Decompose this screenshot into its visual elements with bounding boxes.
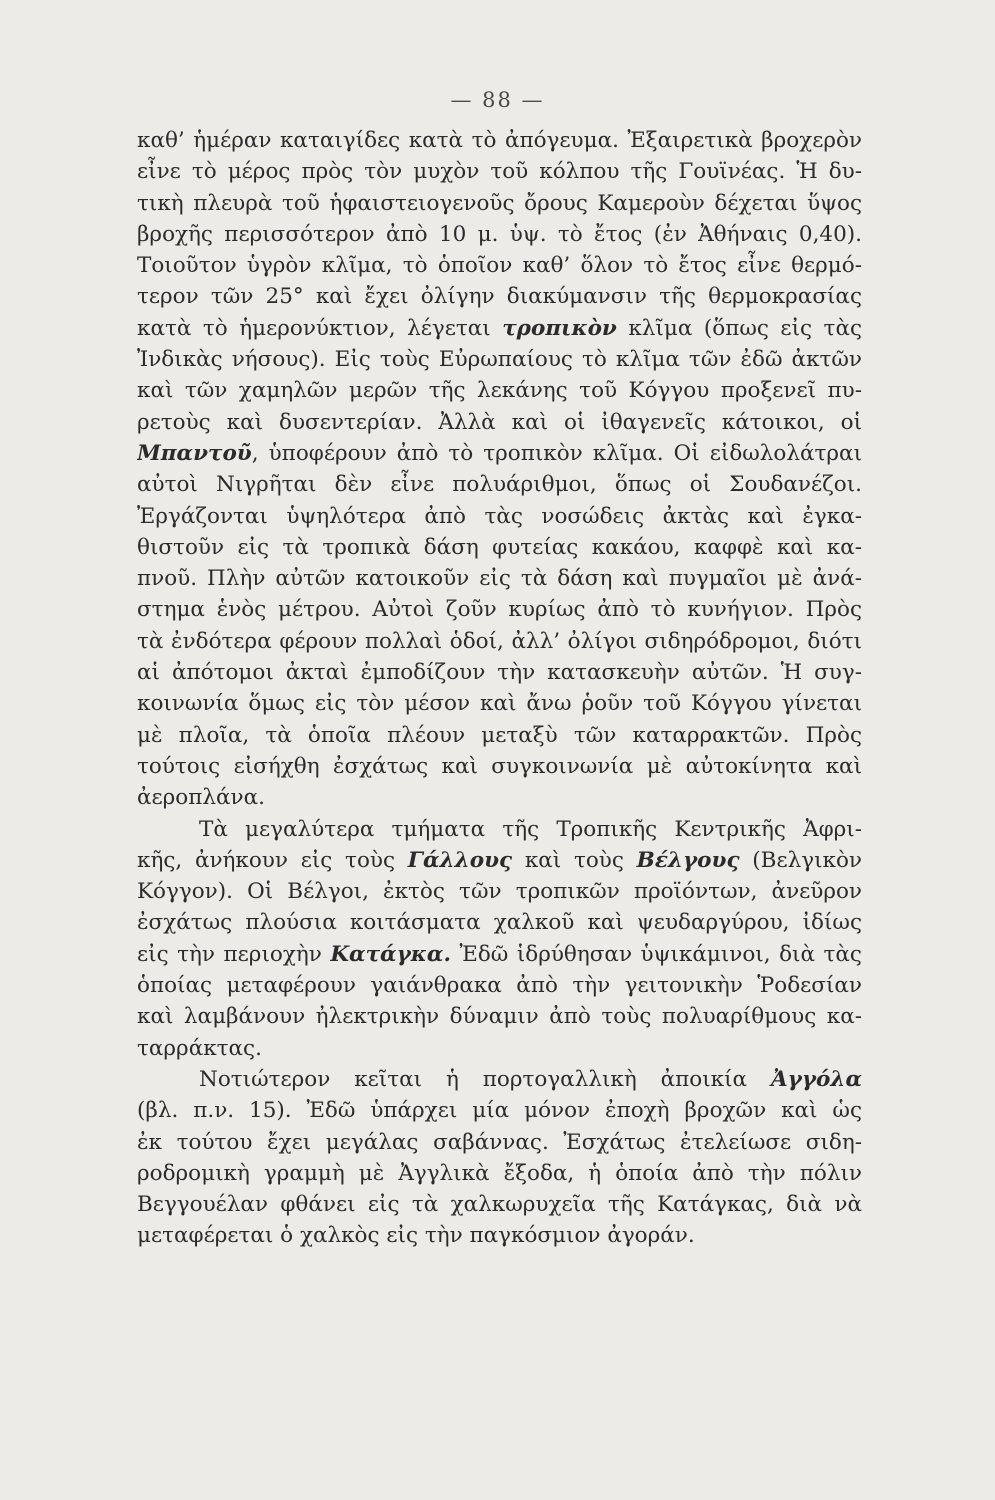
text-line	[137, 876, 862, 907]
text-segment: τούτοις εἰσήχθη ἐσχάτως καὶ συγκοινωνία μὲ αὐτοκίνητα καὶ	[137, 753, 862, 779]
text-line	[137, 907, 862, 938]
text-segment: Νοτιώτερον κεῖται ἡ πορτογαλλικὴ ἀποικία	[199, 1066, 771, 1092]
text-segment: ταρράκτας.	[137, 1035, 262, 1061]
text-line	[137, 156, 862, 187]
text-segment: εἰς τὴν περιοχὴν	[137, 941, 331, 967]
text-segment: Τοιοῦτον ὑγρὸν κλῖμα, τὸ ὁποῖον καθ’ ὅλον τὸ ἔτος εἶνε θερμό-	[137, 253, 862, 279]
text-segment: στημα ἑνὸς μέτρου. Αὐτοὶ ζοῦν κυρίως ἀπὸ τὸ κυνήγιον. Πρὸς	[137, 597, 862, 623]
text-line	[137, 375, 862, 406]
text-segment: (Βελγικὸν	[739, 847, 862, 873]
text-line	[137, 250, 862, 281]
text-segment: καὶ τοὺς	[512, 847, 637, 873]
text-line	[137, 438, 862, 469]
text-line	[137, 1127, 862, 1158]
text-segment: ρετοὺς καὶ δυσεντερίαν. Ἀλλὰ καὶ οἱ ἰθαγενεῖς κάτοικοι, οἱ	[137, 409, 862, 435]
emphasized-term: Κατάγκα.	[330, 941, 451, 967]
emphasized-term: Μπαντοῦ	[137, 440, 252, 466]
text-line	[137, 407, 862, 438]
text-line	[137, 720, 862, 751]
text-line	[137, 1189, 862, 1220]
text-line	[137, 219, 862, 250]
text-segment: ἐσχάτως πλούσια κοιτάσματα χαλκοῦ καὶ ψευδαργύρου, ἰδίως	[137, 910, 862, 936]
text-line	[137, 845, 862, 876]
text-segment: αἱ ἀπότομοι ἀκταὶ ἐμποδίζουν τὴν κατασκευὴν αὐτῶν. Ἡ συγ-	[137, 660, 862, 686]
text-line	[137, 532, 862, 563]
text-line	[137, 657, 862, 688]
text-line	[137, 594, 862, 625]
text-segment: μὲ πλοῖα, τὰ ὁποῖα πλέουν μεταξὺ τῶν καταρρακτῶν. Πρὸς	[137, 722, 862, 748]
text-line	[137, 1033, 862, 1064]
text-segment: Ἐργάζονται ὑψηλότερα ἀπὸ τὰς νοσώδεις ἀκτὰς καὶ ἐγκα-	[137, 503, 862, 529]
text-segment: κλῖμα (ὅπως εἰς τὰς	[616, 315, 862, 341]
text-segment: ροδρομικὴ γραμμὴ μὲ Ἀγγλικὰ ἔξοδα, ἡ ὁποία ἀπὸ τὴν πόλιν	[137, 1160, 862, 1186]
text-segment: καὶ τῶν χαμηλῶν μερῶν τῆς λεκάνης τοῦ Κόγγου προξενεῖ πυ-	[137, 378, 862, 404]
text-segment: κῆς, ἀνήκουν εἰς τοὺς	[137, 847, 408, 873]
text-segment: ἀεροπλάνα.	[137, 785, 265, 811]
text-segment: θιστοῦν εἰς τὰ τροπικὰ δάση φυτείας κακάου, καφφὲ καὶ κα-	[137, 534, 862, 560]
emphasized-term: Ἀγγόλα	[770, 1066, 862, 1092]
text-segment: μεταφέρεται ὁ χαλκὸς εἰς τὴν παγκόσμιον ἀγοράν.	[137, 1223, 695, 1249]
text-line	[137, 782, 862, 813]
text-line	[137, 469, 862, 500]
text-segment: Κόγγον). Οἱ Βέλγοι, ἐκτὸς τῶν τροπικῶν προϊόντων, ἀνεῦρον	[137, 879, 862, 905]
text-segment: , ὑποφέρουν ἀπὸ τὸ τροπικὸν κλῖμα. Οἱ εἰδωλολάτραι	[251, 440, 862, 466]
text-segment: κατὰ τὸ ἡμερονύκτιον, λέγεται	[137, 315, 503, 341]
text-segment: Ἰνδικὰς νήσους). Εἰς τοὺς Εὐρωπαίους τὸ κλῖμα τῶν ἐδῶ ἀκτῶν	[137, 347, 862, 373]
text-line	[137, 344, 862, 375]
text-line	[137, 688, 862, 719]
text-segment: καὶ λαμβάνουν ἠλεκτρικὴν δύναμιν ἀπὸ τοὺς πολυαρίθμους κα-	[137, 1004, 862, 1030]
emphasized-term: Γάλλους	[407, 847, 513, 873]
text-segment: ἐκ τούτου ἔχει μεγάλας σαβάννας. Ἐσχάτως ἐτελείωσε σιδη-	[137, 1129, 862, 1155]
text-segment: πνοῦ. Πλὴν αὐτῶν κατοικοῦν εἰς τὰ δάση καὶ πυγμαῖοι μὲ ἀνά-	[137, 566, 862, 592]
text-line	[137, 939, 862, 970]
text-segment: τὰ ἐνδότερα φέρουν πολλαὶ ὁδοί, ἀλλ’ ὀλίγοι σιδηρόδρομοι, διότι	[137, 628, 862, 654]
text-line	[137, 1064, 862, 1095]
text-segment: βροχῆς περισσότερον ἀπὸ 10 μ. ὑψ. τὸ ἔτος (ἐν Ἀθήναις 0,40).	[137, 221, 862, 247]
text-line	[137, 125, 862, 156]
text-line	[137, 814, 862, 845]
text-line	[137, 626, 862, 657]
text-segment: ὁποίας μεταφέρουν γαιάνθρακα ἀπὸ τὴν γειτονικὴν Ῥοδεσίαν	[137, 973, 862, 999]
text-segment: Βεγγουέλαν φθάνει εἰς τὰ χαλκωρυχεῖα τῆς Κατάγκας, διὰ νὰ	[137, 1192, 862, 1218]
text-segment: κοινωνία ὅμως εἰς τὸν μέσον καὶ ἄνω ῥοῦν τοῦ Κόγγου γίνεται	[137, 691, 862, 717]
text-line	[137, 1220, 862, 1251]
text-segment: Τὰ μεγαλύτερα τμήματα τῆς Τροπικῆς Κεντρικῆς Ἀφρι-	[199, 816, 862, 842]
page-number: — 88 —	[450, 88, 545, 112]
text-segment: αὐτοὶ Νιγρῆται δὲν εἶνε πολυάριθμοι, ὅπως οἱ Σουδανέζοι.	[137, 472, 862, 498]
text-line	[137, 313, 862, 344]
text-segment: τικὴ πλευρὰ τοῦ ἡφαιστειογενοῦς ὄρους Καμεροὺν δέχεται ὕψος	[137, 190, 862, 216]
text-line	[137, 1095, 862, 1126]
text-line	[137, 1158, 862, 1189]
text-line	[137, 281, 862, 312]
text-segment: τερον τῶν 25° καὶ ἔχει ὀλίγην διακύμανσιν τῆς θερμοκρασίας	[137, 284, 862, 310]
text-line	[137, 1001, 862, 1032]
text-line	[137, 563, 862, 594]
text-line	[137, 751, 862, 782]
body-text	[137, 125, 862, 1252]
text-line	[137, 970, 862, 1001]
text-segment: (βλ. π.ν. 15). Ἐδῶ ὑπάρχει μία μόνον ἐποχὴ βροχῶν καὶ ὡς	[137, 1098, 862, 1124]
text-line	[137, 501, 862, 532]
text-segment: καθ’ ἡμέραν καταιγίδες κατὰ τὸ ἀπόγευμα. Ἐξαιρετικὰ βροχερὸν	[137, 128, 862, 153]
emphasized-term: Βέλγους	[636, 847, 740, 873]
text-line	[137, 188, 862, 219]
emphasized-term: τροπικὸν	[502, 315, 617, 341]
text-segment: Ἐδῶ ἱδρύθησαν ὑψικάμινοι, διὰ τὰς	[450, 941, 862, 967]
text-segment: εἶνε τὸ μέρος πρὸς τὸν μυχὸν τοῦ κόλπου τῆς Γουϊνέας. Ἡ δυ-	[137, 159, 862, 185]
